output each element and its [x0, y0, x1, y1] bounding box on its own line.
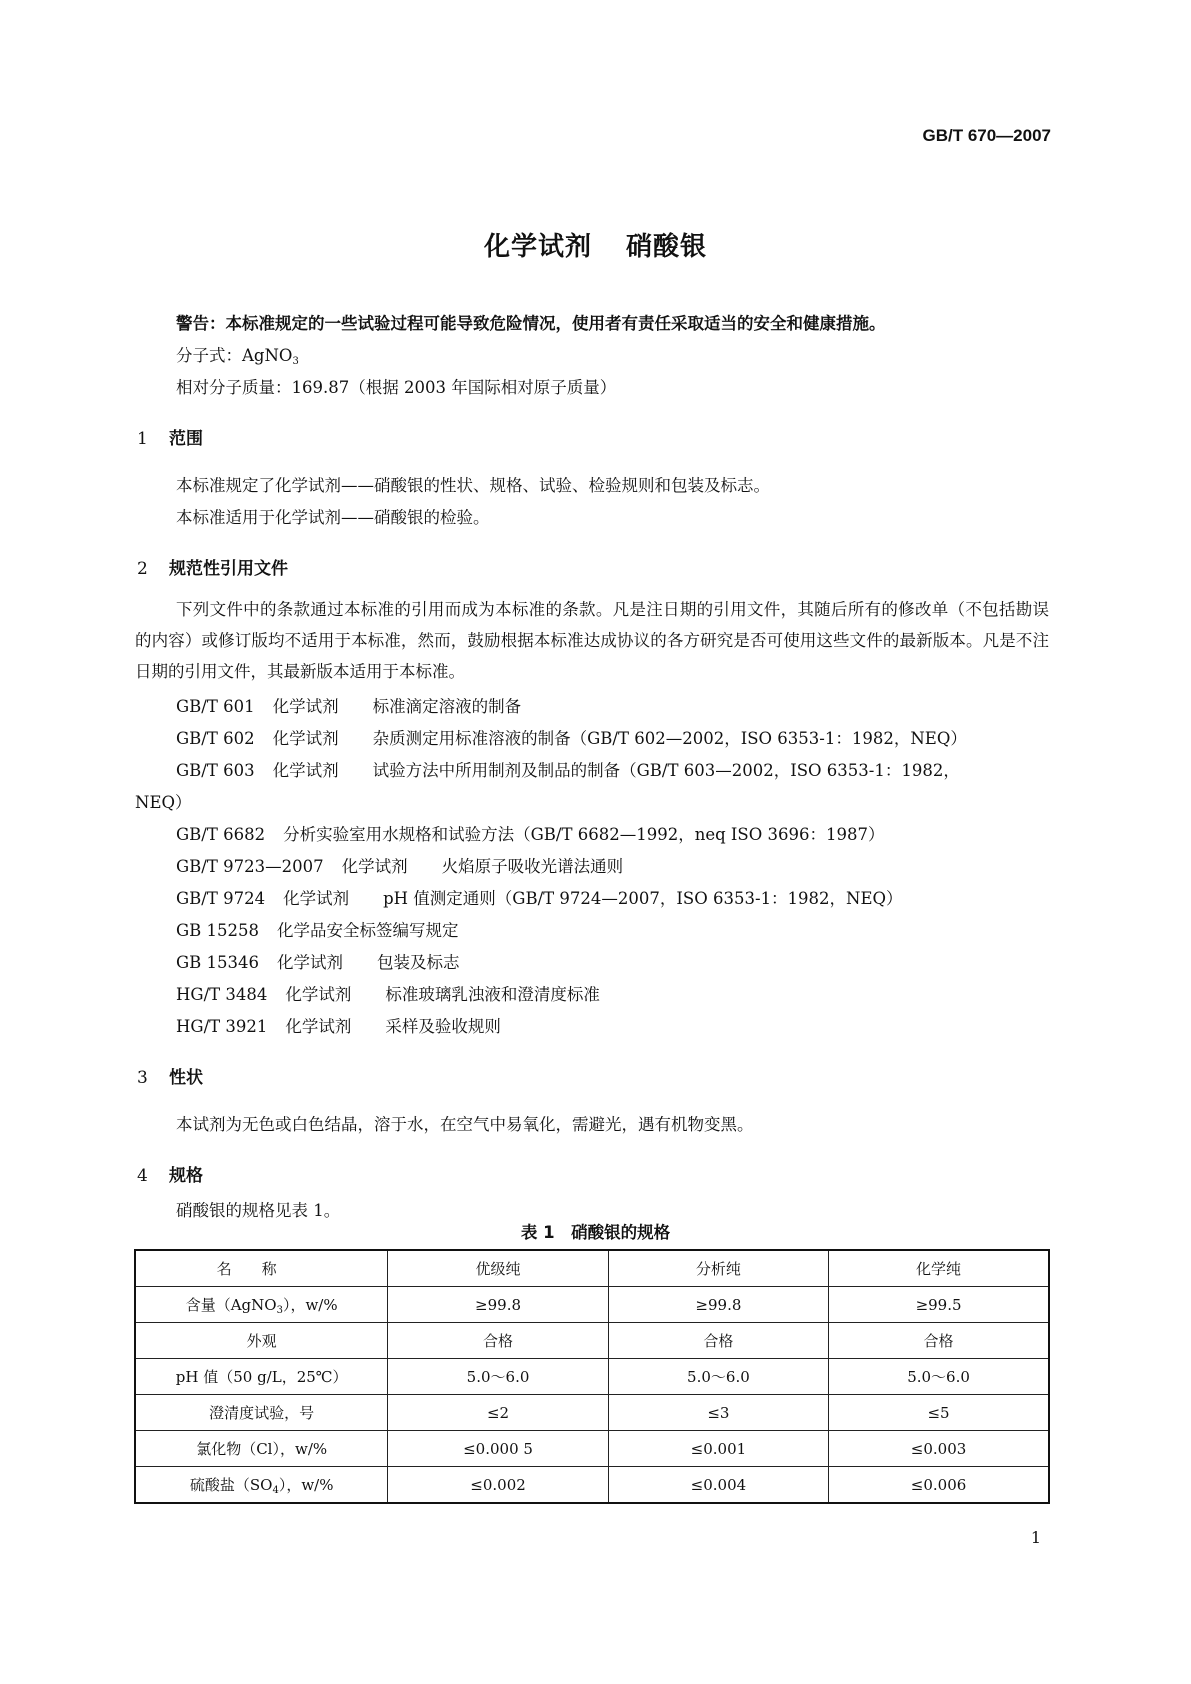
- table-cell: 合格: [388, 1323, 608, 1359]
- section-number: 3: [137, 1068, 148, 1088]
- page-number: 1: [1030, 1528, 1041, 1547]
- table-cell: ≤0.001: [608, 1431, 828, 1467]
- specification-paragraph: 硝酸银的规格见表 1。: [176, 1201, 341, 1220]
- table-row: [135, 1467, 1049, 1504]
- formula-subscript: 3: [292, 356, 299, 367]
- table-cell: 5.0～6.0: [388, 1359, 608, 1395]
- scope-paragraph-2: 本标准适用于化学试剂——硝酸银的检验。: [176, 508, 490, 527]
- table-cell: 合格: [829, 1323, 1049, 1359]
- table-cell: 合格: [608, 1323, 828, 1359]
- column-header-name: 名称: [135, 1250, 388, 1287]
- table-cell: 5.0～6.0: [829, 1359, 1049, 1395]
- reference-item: GB/T 9724 化学试剂 pH 值测定通则（GB/T 9724—2007，ISO 6353-1：1982，NEQ）: [176, 889, 903, 908]
- table-cell: ≤5: [829, 1395, 1049, 1431]
- reference-item: GB/T 6682 分析实验室用水规格和试验方法（GB/T 6682—1992，neq ISO 3696：1987）: [176, 825, 885, 844]
- table-row: [135, 1395, 1049, 1431]
- section-3-heading: [137, 1063, 203, 1088]
- section-4-heading: [137, 1161, 203, 1186]
- reference-item: GB 15346 化学试剂 包装及标志: [176, 953, 460, 972]
- section-title: 规范性引用文件: [169, 559, 288, 579]
- table-cell: ≤2: [388, 1395, 608, 1431]
- table-cell: ≤0.004: [608, 1467, 828, 1504]
- title-part-1: 化学试剂: [483, 232, 592, 262]
- table-row: [135, 1323, 1049, 1359]
- reference-item: GB 15258 化学品安全标签编写规定: [176, 921, 459, 940]
- column-header-chemical: 化学纯: [829, 1250, 1049, 1287]
- section-number: 2: [137, 559, 148, 579]
- section-title: 范围: [169, 429, 203, 449]
- scope-paragraph-1: 本标准规定了化学试剂——硝酸银的性状、规格、试验、检验规则和包装及标志。: [176, 476, 770, 495]
- table-row: [135, 1287, 1049, 1323]
- table-row: [135, 1431, 1049, 1467]
- properties-paragraph: 本试剂为无色或白色结晶，溶于水，在空气中易氧化，需避光，遇有机物变黑。: [176, 1115, 754, 1134]
- row-name: pH 值（50 g/L，25℃）: [135, 1359, 388, 1395]
- table-header-row: [135, 1250, 1049, 1287]
- section-2-heading: [137, 554, 288, 579]
- section-number: 1: [137, 429, 148, 449]
- table-cell: ≥99.5: [829, 1287, 1049, 1323]
- table-cell: ≤0.003: [829, 1431, 1049, 1467]
- table-cell: ≥99.8: [388, 1287, 608, 1323]
- column-header-guaranteed: 优级纯: [388, 1250, 608, 1287]
- table-cell: ≤0.000 5: [388, 1431, 608, 1467]
- section-number: 4: [137, 1166, 148, 1186]
- row-name: 氯化物（Cl），w/%: [135, 1431, 388, 1467]
- row-name: 含量（AgNO$_3$），w/%: [135, 1287, 388, 1323]
- reference-item: GB/T 601 化学试剂 标准滴定溶液的制备: [176, 697, 522, 716]
- reference-item: GB/T 603 化学试剂 试验方法中所用制剂及制品的制备（GB/T 603—2002，ISO 6353-1：1982，: [176, 761, 960, 780]
- references-intro: 下列文件中的条款通过本标准的引用而成为本标准的条款。凡是注日期的引用文件，其随后所有的修改单（不包括勘误的内容）或修订版均不适用于本标准，然而，鼓励根据本标准达成协议的各方研究是否可使用这些文件的最新版本。凡是不注日期的引用文件，其最新版本适用于本标准。: [135, 600, 1049, 681]
- reference-item-continuation: NEQ）: [135, 793, 192, 812]
- section-title: 性状: [169, 1068, 203, 1088]
- reference-item: GB/T 9723—2007 化学试剂 火焰原子吸收光谱法通则: [176, 857, 624, 876]
- table-cell: 5.0～6.0: [608, 1359, 828, 1395]
- section-title: 规格: [169, 1166, 203, 1186]
- table-cell: ≤3: [608, 1395, 828, 1431]
- safety-warning: 警告：本标准规定的一些试验过程可能导致危险情况，使用者有责任采取适当的安全和健康措施。: [176, 314, 886, 333]
- table-caption: 表 1 硝酸银的规格: [520, 1223, 671, 1242]
- document-title: [0, 226, 1191, 263]
- reference-item: HG/T 3921 化学试剂 采样及验收规则: [176, 1017, 501, 1036]
- molecular-formula: [176, 342, 299, 367]
- table-cell: ≤0.006: [829, 1467, 1049, 1504]
- molecular-mass: 相对分子质量：169.87（根据 2003 年国际相对原子质量）: [176, 378, 617, 397]
- section-1-heading: [137, 424, 203, 449]
- title-part-2: 硝酸银: [626, 232, 708, 262]
- table-row: [135, 1359, 1049, 1395]
- column-header-analytical: 分析纯: [608, 1250, 828, 1287]
- reference-item: HG/T 3484 化学试剂 标准玻璃乳浊液和澄清度标准: [176, 985, 600, 1004]
- formula-main: AgNO: [242, 346, 293, 365]
- table-cell: ≤0.002: [388, 1467, 608, 1504]
- formula-label: 分子式：: [176, 346, 242, 365]
- row-name: 澄清度试验，号: [135, 1395, 388, 1431]
- reference-item: GB/T 602 化学试剂 杂质测定用标准溶液的制备（GB/T 602—2002，ISO 6353-1：1982，NEQ）: [176, 729, 967, 748]
- row-name: 外观: [135, 1323, 388, 1359]
- row-name: 硫酸盐$(SO_4)$，w/%: [135, 1467, 388, 1504]
- specification-table: [134, 1249, 1050, 1504]
- standard-number: GB/T 670—2007: [922, 126, 1051, 145]
- table-cell: ≥99.8: [608, 1287, 828, 1323]
